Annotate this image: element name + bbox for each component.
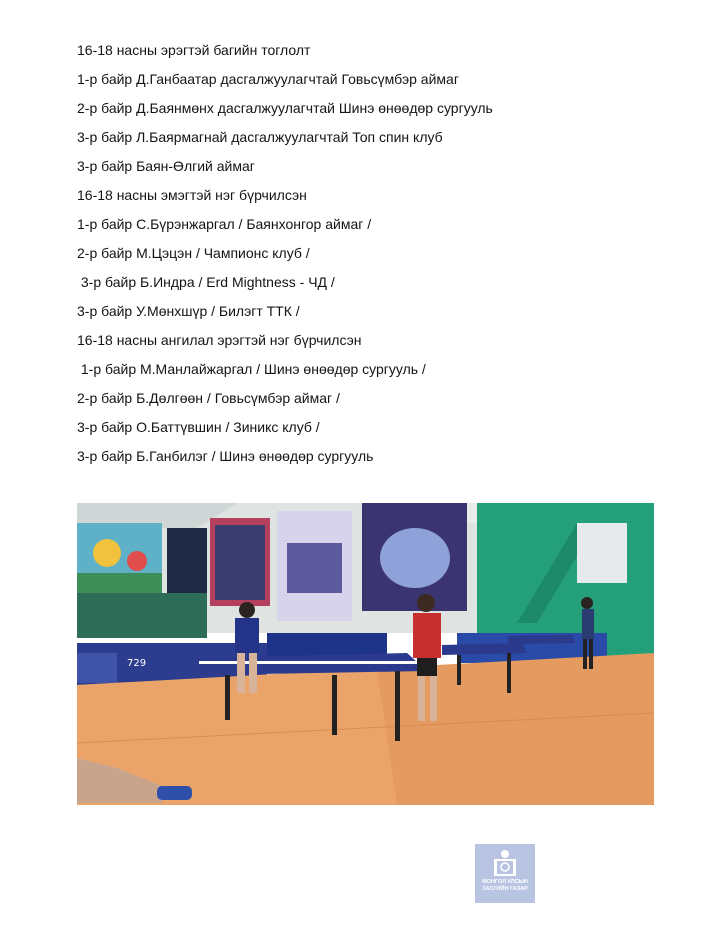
result-line: 1-р байр Д.Ганбаатар дасгалжуулагчтай Говьсүмбэр аймаг	[77, 71, 459, 87]
soyombo-emblem-icon	[492, 848, 518, 878]
result-line: 3-р байр Л.Баярмагнай дасгалжуулагчтай Топ спин клуб	[77, 129, 443, 145]
results-text	[77, 42, 677, 477]
result-line: 3-р байр Баян-Өлгий аймаг	[77, 158, 255, 174]
result-line: 2-р байр Д.Баянмөнх дасгалжуулагчтай Шинэ өнөөдөр сургууль	[77, 100, 493, 116]
result-line: 3-р байр Б.Индра / Erd Mightness - ЧД /	[77, 274, 335, 290]
government-logo	[475, 844, 535, 903]
result-line: 3-р байр О.Баттүвшин / Зиникс клуб /	[77, 419, 320, 435]
logo-line-2: ЗАСГИЙН ГАЗАР	[482, 886, 528, 892]
result-line: 1-р байр С.Бүрэнжаргал / Баянхонгор аймаг /	[77, 216, 372, 232]
section-heading-boys-team: 16-18 насны эрэгтэй багийн тоглолт	[77, 42, 311, 58]
section-heading-boys-singles: 16-18 насны ангилал эрэгтэй нэг бүрчилсэн	[77, 332, 362, 348]
result-line: 3-р байр У.Мөнхшүр / Билэгт ТТК /	[77, 303, 300, 319]
result-line: 2-р байр Б.Дөлгөөн / Говьсүмбэр аймаг /	[77, 390, 340, 406]
board-number-text: 729	[127, 658, 147, 669]
table-tennis-photo	[77, 503, 654, 805]
result-line: 2-р байр М.Цэцэн / Чампионс клуб /	[77, 245, 310, 261]
result-line: 3-р байр Б.Ганбилэг / Шинэ өнөөдөр сургууль	[77, 448, 374, 464]
result-line: 1-р байр М.Манлайжаргал / Шинэ өнөөдөр сургууль /	[77, 361, 426, 377]
logo-line-1: МОНГОЛ УЛСЫН	[482, 879, 528, 885]
section-heading-girls-singles: 16-18 насны эмэгтэй нэг бүрчилсэн	[77, 187, 307, 203]
